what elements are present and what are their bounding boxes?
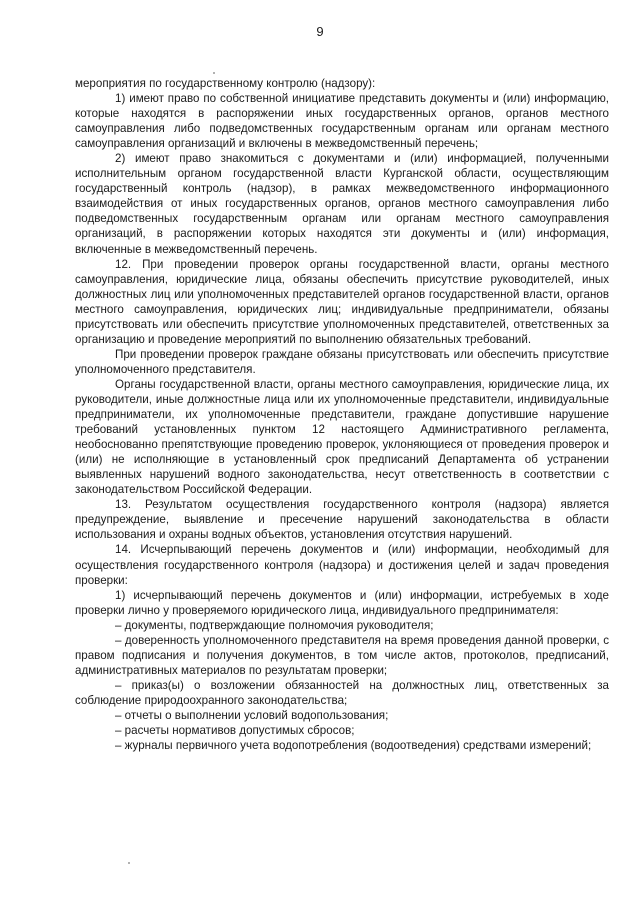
- scan-artifact: [128, 862, 130, 864]
- document-body: [75, 76, 609, 753]
- list-item: – приказ(ы) о возложении обязанностей на должностных лиц, ответственных за соблюдение природоохранного законодательства;: [75, 678, 609, 707]
- paragraph-right-2: 2) имеют право знакомиться с документами и (или) информацией, полученными исполнительным органом государственной власти Курганской области, осуществляющим государственный контроль (надзор), в рамках межведомственного информационного взаимодействия от иных государственных органов, органов местного самоуправления либо подведомственных государственным органам или органам местного самоуправления организаций, в распоряжении которых находятся эти документы и (или) информация, включенные в межведомственный перечень.: [75, 152, 609, 256]
- list-item: – доверенность уполномоченного представителя на время проведения данной проверки, с правом подписания и получения документов, в том числе актов, протоколов, предписаний, административных материалов по результатам проверки;: [75, 633, 609, 677]
- paragraph-item-12: 12. При проведении проверок органы государственной власти, органы местного самоуправления, юридические лица, обязаны обеспечить присутствие руководителей, иных должностных лиц или уполномоченных представителей органов государственной власти, органов местного самоуправления, юридических лиц; индивидуальные предприниматели, обязаны присутствовать или обеспечить присутствие уполномоченных представителей, ответственных за организацию и проведение мероприятий по выполнению обязательных требований.: [75, 257, 609, 346]
- paragraph-intro-continuation: мероприятия по государственному контролю (надзору):: [75, 77, 376, 90]
- list-item: – журналы первичного учета водопотребления (водоотведения) средствами измерений;: [115, 739, 592, 753]
- paragraph-right-1: 1) имеют право по собственной инициативе представить документы и (или) информацию, которые находятся в распоряжении иных государственных органов, органов местного самоуправления либо подведомственных государственным органам или органам местного самоуправления организаций и включены в межведомственный перечень;: [75, 92, 609, 151]
- paragraph-list-intro: 1) исчерпывающий перечень документов и (или) информации, истребуемых в ходе проверки лично у проверяемого юридического лица, индивидуального предпринимателя:: [75, 588, 609, 617]
- list-item: – отчеты о выполнении условий водопользования;: [115, 708, 389, 722]
- list-item: – расчеты нормативов допустимых сбросов;: [115, 724, 355, 738]
- list-item: – документы, подтверждающие полномочия руководителя;: [115, 618, 434, 632]
- paragraph-citizens-presence: При проведении проверок граждане обязаны присутствовать или обеспечить присутствие уполномоченного представителя.: [75, 347, 609, 376]
- paragraph-item-13: 13. Результатом осуществления государственного контроля (надзора) является предупреждение, выявление и пресечение нарушений законодательства в области использования и охраны водных объектов, установления отсутствия нарушений.: [75, 498, 609, 542]
- paragraph-responsibility: Органы государственной власти, органы местного самоуправления, юридические лица, их руководители, иные должностные лица или их уполномоченные представители, индивидуальные предприниматели, их уполномоченные представители, граждане допустившие нарушение требований установленных пунктом 12 настоящего Административного регламента, необоснованно препятствующие проведению проверок, уклоняющиеся от проведения проверок и (или) не исполняющие в установленный срок предписаний Департамента об устранении выявленных нарушений водного законодательства, несут ответственность в соответствии с законодательством Российской Федерации.: [75, 377, 609, 497]
- scan-artifact: [213, 72, 215, 74]
- paragraph-item-14: 14. Исчерпывающий перечень документов и (или) информации, необходимый для осуществления государственного контроля (надзора) и достижения целей и задач проведения проверки:: [75, 543, 609, 587]
- page-number: 9: [316, 24, 324, 39]
